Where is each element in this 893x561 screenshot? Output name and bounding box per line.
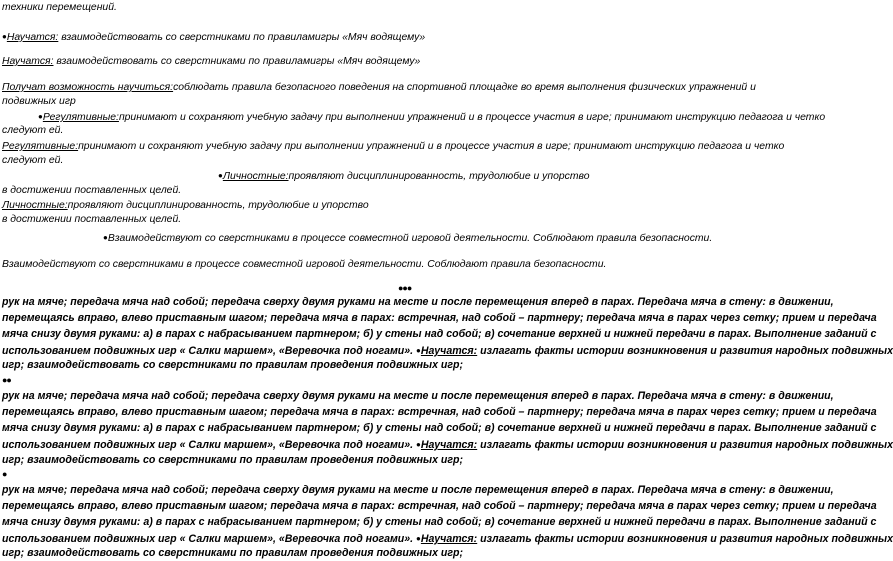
section-label: Научатся: — [2, 56, 54, 67]
bullet-icon: ● — [416, 346, 421, 355]
section-label: Научатся: — [420, 345, 478, 357]
text-line: в достижении поставленных целей. — [2, 185, 182, 196]
text-line: ●Регулятивные:принимают и сохраняют учебную задачу при выполнении упражнений и в процессе участия в игре; принимают инструкцию педагога и четко — [38, 112, 826, 123]
bullet-icon: ●● — [2, 375, 11, 385]
bullet-icon: ● — [103, 233, 108, 242]
bullet-marker — [2, 374, 11, 387]
text-line: Получат возможность научиться:соблюдать правила безопасного поведения на спортивной площадке во время выполнения физических упражнений и — [2, 82, 756, 93]
section-label: Научатся: — [420, 533, 478, 545]
section-label: Регулятивные: — [2, 141, 79, 152]
text-line: использованием подвижных игр « Салки маршем», «Веревочка под ногами». ●Научатся: излагать факты истории возникновения и развития народных подвижных — [2, 439, 893, 451]
text-line: использованием подвижных игр « Салки маршем», «Веревочка под ногами». ●Научатся: излагать факты истории возникновения и развития народных подвижных — [2, 533, 893, 545]
section-label: Личностные: — [222, 171, 289, 182]
text-line: Регулятивные:принимают и сохраняют учебную задачу при выполнении упражнений и в процессе участия в игре; принимают инструкцию педагога и четко — [2, 141, 785, 152]
section-label: Научатся: — [6, 32, 59, 43]
bullet-icon: ●●● — [398, 283, 412, 293]
section-label: Получат возможность научиться: — [2, 82, 174, 93]
bullet-icon: ● — [218, 171, 223, 180]
bullet-icon: ● — [2, 32, 7, 41]
bullet-icon: ● — [2, 469, 7, 479]
bullet-icon: ● — [416, 534, 421, 543]
bullet-icon: ● — [38, 112, 43, 121]
bullet-marker — [398, 282, 411, 295]
text-line: ●Личностные:проявляют дисциплинированность, трудолюбие и упорство — [218, 171, 590, 182]
text-line: подвижных игр — [2, 96, 76, 107]
section-label: Личностные: — [2, 200, 68, 211]
section-label: Научатся: — [420, 439, 478, 451]
text-line: Научатся: взаимодействовать со сверстниками по правиламигры «Мяч водящему» — [2, 56, 421, 67]
text-line: следуют ей. — [2, 155, 64, 166]
bullet-marker — [2, 468, 6, 481]
text-line: следуют ей. — [2, 125, 64, 136]
text-line: ●Научатся: взаимодействовать со сверстниками по правиламигры «Мяч водящему» — [2, 32, 426, 43]
text-line: Взаимодействуют со сверстниками в процессе совместной игровой деятельности. Соблюдают правила безопасности. — [2, 259, 607, 270]
text-line: в достижении поставленных целей. — [2, 214, 182, 225]
text-line: Личностные:проявляют дисциплинированность, трудолюбие и упорство — [2, 200, 369, 211]
bullet-icon: ● — [416, 440, 421, 449]
text-line: использованием подвижных игр « Салки маршем», «Веревочка под ногами». ●Научатся: излагать факты истории возникновения и развития народных подвижных — [2, 345, 893, 357]
text-line: техники перемещений. — [2, 2, 117, 13]
text-line: ●Взаимодействуют со сверстниками в процессе совместной игровой деятельности. Соблюдают правила безопасности. — [103, 233, 713, 244]
section-label: Регулятивные: — [42, 112, 119, 123]
